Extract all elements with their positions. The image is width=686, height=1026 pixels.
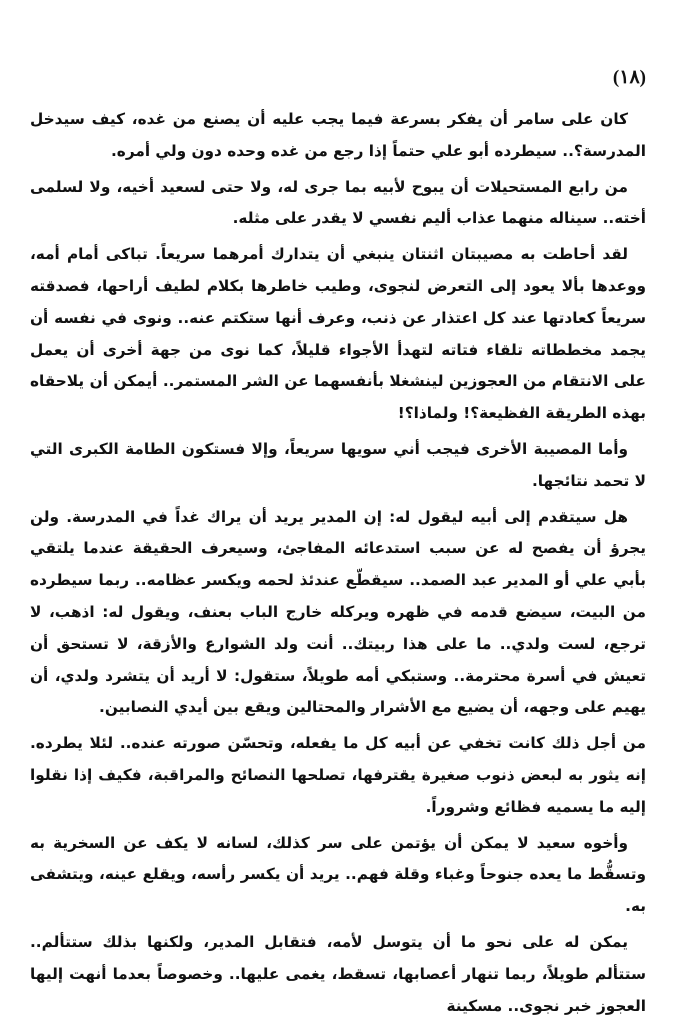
paragraph: من رابع المستحيلات أن يبوح لأبيه بما جرى له، ولا حتى لسعيد أخيه، ولا لسلمى أخته.. سيناله منهما عذاب أليم نفسي لا يقدر على مثله.	[30, 177, 646, 228]
page-number: (١٨)	[612, 67, 646, 88]
paragraph: وأخوه سعيد لا يمكن أن يؤتمن على سر كذلك، لسانه لا يكف عن السخرية به وتسقُّط ما يعده جنوحاً وغباء وقلة فهم.. يريد أن يكسر رأسه، ويقلع عينه، ويتشفى به.	[30, 833, 646, 916]
paragraph: من أجل ذلك كانت تخفي عن أبيه كل ما يفعله، وتحسّن صورته عنده.. لئلا يطرده. إنه يثور به لبعض ذنوب صغيرة يقترفها، تصلحها النصائح والمراقبة، فكيف إذا نقلوا إليه ما يسميه فظائع وشروراً.	[30, 734, 646, 816]
paragraph: وأما المصيبة الأخرى فيجب أني سويها سريعاً، وإلا فستكون الطامة الكبرى التي لا تحمد نتائجها.	[30, 439, 646, 490]
page-body	[30, 104, 646, 1026]
paragraph: يمكن له على نحو ما أن يتوسل لأمه، فتقابل المدير، ولكنها بذلك ستتألم.. ستتألم طويلاً، ربما تنهار أعصابها، تسقط، يغمى عليها.. وخصوصاً بعدما أنهت إليها العجوز خبر نجوى.. مسكينة	[30, 932, 646, 1015]
paragraph: هل سيتقدم إلى أبيه ليقول له: إن المدير يريد أن يراك غداً في المدرسة. ولن يجرؤ أن يفصح له عن سبب استدعائه المفاجئ، وسيعرف الحقيقة عندما يلتقي بأبي علي أو المدير عبد الصمد.. سيقطّع عندئذ لحمه ويكسر عظامه.. ربما سيطرده من البيت، سيضع قدمه في ظهره ويركله خارج الباب بعنف، ويقول له: اذهب، لا ترجع، لست ولدي.. ما على هذا ربيتك.. أنت ولد الشوارع والأزقة، لا تستحق أن تعيش في أسرة محترمة.. وستبكي أمه طويلاً، ستقول: لا أريد أن يتشرد ولدي، أن يهيم على وجهه، أن يضيع مع الأشرار والمحتالين ويقع بين أيدي النصابين.	[30, 507, 646, 717]
paragraph: كان على سامر أن يفكر بسرعة فيما يجب عليه أن يصنع من غده، كيف سيدخل المدرسة؟.. سيطرده أبو علي حتماً إذا رجع من غده وحده دون ولي أمره.	[30, 110, 646, 160]
paragraph: لقد أحاطت به مصيبتان اثنتان ينبغي أن يتدارك أمرهما سريعاً. تباكى أمام أمه، ووعدها بألا يعود إلى التعرض لنجوى، وطيب خاطرها بكلام لطيف أراحها، فصدقته سريعاً كعادتها عند كل اعتذار عن ذنب، وعرف أنها ستكتم عنه.. ونوى في نفسه أن يجمد مخططاته تلقاء فتاته لتهدأ الأجواء قليلاً، كما نوى من جهة أخرى أن يعمل على الانتقام من العجوزين لينشغلا بأنفسهما عن الشر المستمر.. أيمكن أن يلاحقاه بهذه الطريقة الفظيعة؟! ولماذا؟!	[30, 245, 646, 423]
